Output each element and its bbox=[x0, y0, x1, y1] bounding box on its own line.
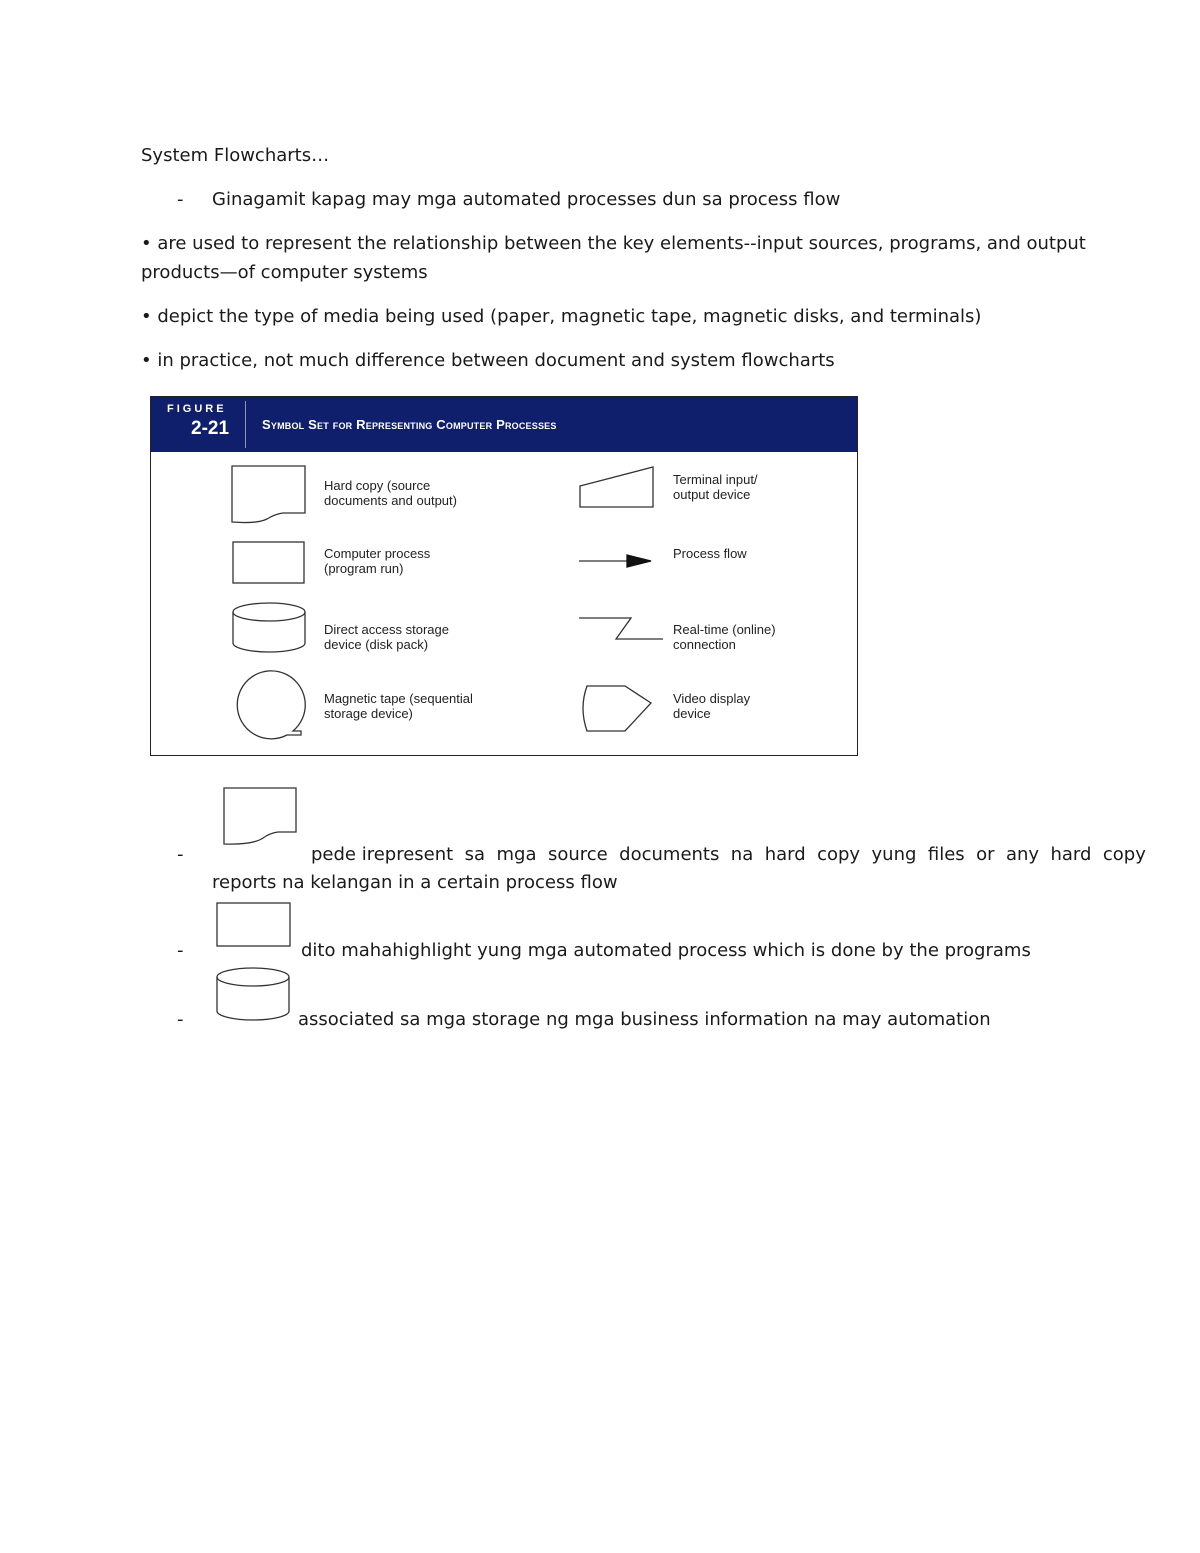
hard-copy-icon bbox=[231, 465, 307, 525]
note-process: dito mahahighlight yung mga automated process which is done by the programs bbox=[301, 940, 1031, 961]
hard-copy-label: Hard copy (source documents and output) bbox=[324, 478, 457, 508]
process-flow-arrow-icon bbox=[579, 554, 653, 568]
process-symbol-icon bbox=[216, 902, 292, 948]
dash-marker: - bbox=[177, 1009, 184, 1030]
computer-process-label: Computer process (program run) bbox=[324, 546, 431, 576]
terminal-device-icon bbox=[579, 466, 655, 509]
dash-marker: - bbox=[177, 189, 184, 210]
document-symbol-icon bbox=[223, 787, 299, 847]
figure-label: FIGURE bbox=[167, 403, 227, 415]
note-storage: associated sa mga storage ng mga business information na may automation bbox=[298, 1009, 991, 1030]
computer-process-icon bbox=[232, 541, 306, 585]
terminal-device-label: Terminal input/ output device bbox=[673, 472, 758, 502]
figure-number: 2-21 bbox=[191, 418, 230, 439]
figure-header bbox=[151, 397, 857, 452]
dash-marker: - bbox=[177, 844, 184, 865]
video-display-label: Video display device bbox=[673, 691, 751, 721]
disk-storage-label: Direct access storage device (disk pack) bbox=[324, 622, 449, 652]
magnetic-tape-label: Magnetic tape (sequential storage device) bbox=[324, 691, 473, 721]
video-display-icon bbox=[579, 685, 653, 733]
realtime-connection-icon bbox=[579, 616, 665, 642]
realtime-connection-label: Real-time (online) connection bbox=[673, 622, 776, 652]
storage-symbol-icon bbox=[215, 967, 293, 1023]
point-relationship-line1: • are used to represent the relationship between the key elements--input sources, programs, and output bbox=[141, 233, 1086, 254]
symbol-set-figure bbox=[150, 396, 858, 756]
figure-header-divider bbox=[245, 401, 246, 448]
point-practice: • in practice, not much difference between document and system flowcharts bbox=[141, 350, 835, 371]
note-document-line1: pede irepresent sa mga source documents na hard copy yung files or any hard copy bbox=[311, 844, 1146, 865]
intro-bullet: Ginagamit kapag may mga automated processes dun sa process flow bbox=[212, 189, 841, 210]
disk-storage-icon bbox=[231, 602, 307, 654]
page-title: System Flowcharts… bbox=[141, 145, 330, 166]
note-document-line2: reports na kelangan in a certain process flow bbox=[212, 872, 618, 893]
dash-marker: - bbox=[177, 940, 184, 961]
process-flow-label: Process flow bbox=[673, 546, 747, 561]
magnetic-tape-icon bbox=[233, 672, 305, 744]
point-relationship-line2: products—of computer systems bbox=[141, 262, 428, 283]
point-media: • depict the type of media being used (paper, magnetic tape, magnetic disks, and terminals) bbox=[141, 306, 982, 327]
figure-title: Symbol Set for Representing Computer Processes bbox=[262, 417, 557, 432]
